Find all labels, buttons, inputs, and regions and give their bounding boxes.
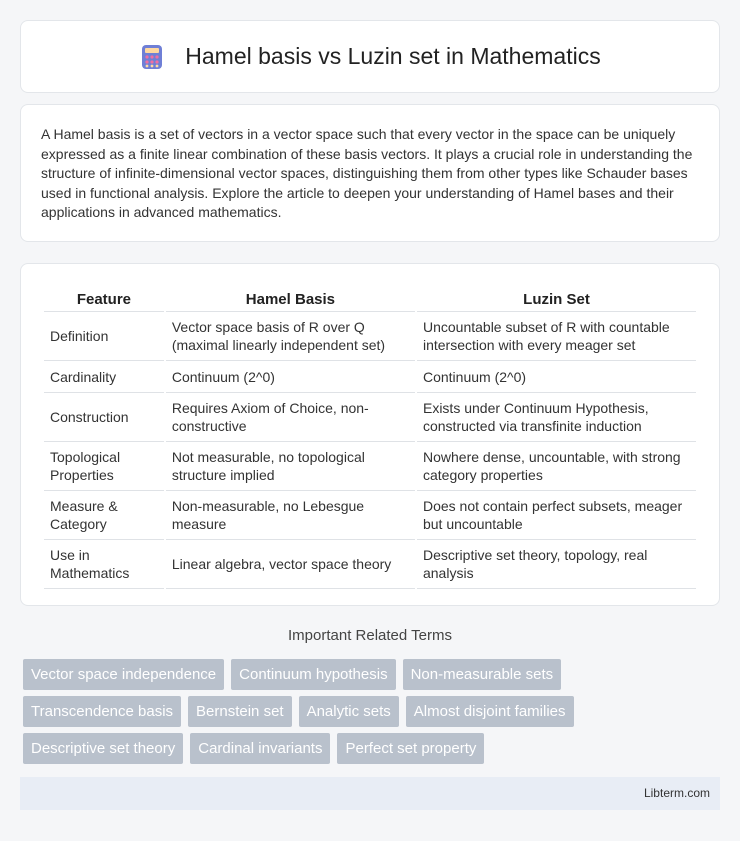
feature-cell: Use in Mathematics — [44, 540, 164, 589]
related-term-tag[interactable]: Non-measurable sets — [403, 659, 562, 690]
footer-site-link[interactable]: Libterm.com — [643, 786, 710, 800]
column-header-feature: Feature — [44, 284, 164, 312]
feature-cell: Topological Properties — [44, 442, 164, 491]
table-row — [44, 312, 696, 361]
hamel-cell: Non-measurable, no Lebesgue measure — [166, 491, 415, 540]
comparison-card — [20, 263, 720, 606]
luzin-cell: Does not contain perfect subsets, meager but uncountable — [417, 491, 696, 540]
feature-cell: Definition — [44, 312, 164, 361]
related-terms-title: Important Related Terms — [288, 627, 452, 644]
related-term-tag[interactable]: Perfect set property — [337, 733, 484, 764]
calculator-icon — [139, 44, 165, 70]
intro-text: A Hamel basis is a set of vectors in a vector space such that every vector in the space can be uniquely expressed as a finite linear combination of these basis vectors. It plays a crucial role in understanding the structure of infinite-dimensional vector spaces, distinguishing them from other types like Schauder bases used in functional analysis. Explore the article to deepen your understanding of Hamel bases and their applications in advanced mathematics. — [41, 126, 693, 220]
intro-card — [20, 104, 720, 242]
related-term-tag[interactable]: Analytic sets — [299, 696, 399, 727]
related-term-tag[interactable]: Vector space independence — [23, 659, 224, 690]
feature-cell: Construction — [44, 393, 164, 442]
luzin-cell: Uncountable subset of R with countable intersection with every meager set — [417, 312, 696, 361]
table-row — [44, 393, 696, 442]
related-terms-list — [23, 659, 723, 770]
hamel-cell: Linear algebra, vector space theory — [166, 540, 415, 589]
related-term-tag[interactable]: Descriptive set theory — [23, 733, 183, 764]
related-term-tag[interactable]: Continuum hypothesis — [231, 659, 395, 690]
hamel-cell: Vector space basis of R over Q (maximal linearly independent set) — [166, 312, 415, 361]
tag-row — [23, 696, 723, 727]
table-row — [44, 540, 696, 589]
tag-row — [23, 659, 723, 690]
luzin-cell: Nowhere dense, uncountable, with strong category properties — [417, 442, 696, 491]
related-term-tag[interactable]: Cardinal invariants — [190, 733, 330, 764]
table-row — [44, 361, 696, 393]
hamel-cell: Requires Axiom of Choice, non-constructive — [166, 393, 415, 442]
table-row — [44, 442, 696, 491]
related-term-tag[interactable]: Almost disjoint families — [406, 696, 574, 727]
feature-cell: Measure & Category — [44, 491, 164, 540]
header-card — [20, 20, 720, 93]
luzin-cell: Exists under Continuum Hypothesis, constructed via transfinite induction — [417, 393, 696, 442]
related-term-tag[interactable]: Transcendence basis — [23, 696, 181, 727]
column-header-hamel-basis: Hamel Basis — [166, 284, 415, 312]
column-header-luzin-set: Luzin Set — [417, 284, 696, 312]
hamel-cell: Continuum (2^0) — [166, 361, 415, 393]
table-row — [44, 491, 696, 540]
tag-row — [23, 733, 723, 764]
comparison-table — [42, 284, 698, 589]
footer — [20, 777, 720, 810]
luzin-cell: Descriptive set theory, topology, real analysis — [417, 540, 696, 589]
luzin-cell: Continuum (2^0) — [417, 361, 696, 393]
page-title: Hamel basis vs Luzin set in Mathematics — [185, 43, 601, 69]
related-term-tag[interactable]: Bernstein set — [188, 696, 292, 727]
feature-cell: Cardinality — [44, 361, 164, 393]
hamel-cell: Not measurable, no topological structure implied — [166, 442, 415, 491]
